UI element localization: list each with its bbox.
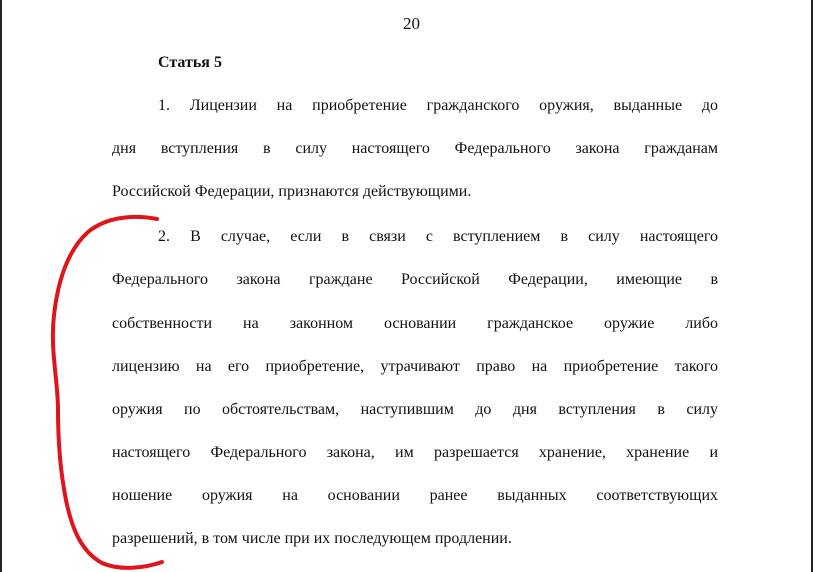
paragraph-2-line: разрешений, в том числе при их последующем продлении. xyxy=(112,530,512,547)
paragraph-1-line: 1. Лицензии на приобретение гражданского оружия, выданные до xyxy=(158,97,718,114)
paragraph-2-line: лицензию на его приобретение, утрачивают право на приобретение такого xyxy=(112,358,718,375)
paragraph-2-line: Федерального закона граждане Российской Федерации, имеющие в xyxy=(112,271,718,288)
paragraph-2-line: настоящего Федерального закона, им разрешается хранение, хранение и xyxy=(112,444,718,461)
paragraph-1-line: Российской Федерации, признаются действующими. xyxy=(112,183,472,200)
page-left-edge xyxy=(0,0,2,572)
page-number: 20 xyxy=(403,14,420,33)
paragraph-2-line: оружия по обстоятельствам, наступившим до дня вступления в силу xyxy=(112,401,718,418)
article-title: Статья 5 xyxy=(158,54,222,71)
page-right-edge xyxy=(811,0,813,572)
paragraph-2-line: 2. В случае, если в связи с вступлением в силу настоящего xyxy=(158,228,718,245)
paragraph-2-line: собственности на законном основании гражданское оружие либо xyxy=(112,315,718,332)
paragraph-2-line: ношение оружия на основании ранее выданных соответствующих xyxy=(112,487,718,504)
paragraph-1-line: дня вступления в силу настоящего Федерального закона гражданам xyxy=(112,140,718,157)
